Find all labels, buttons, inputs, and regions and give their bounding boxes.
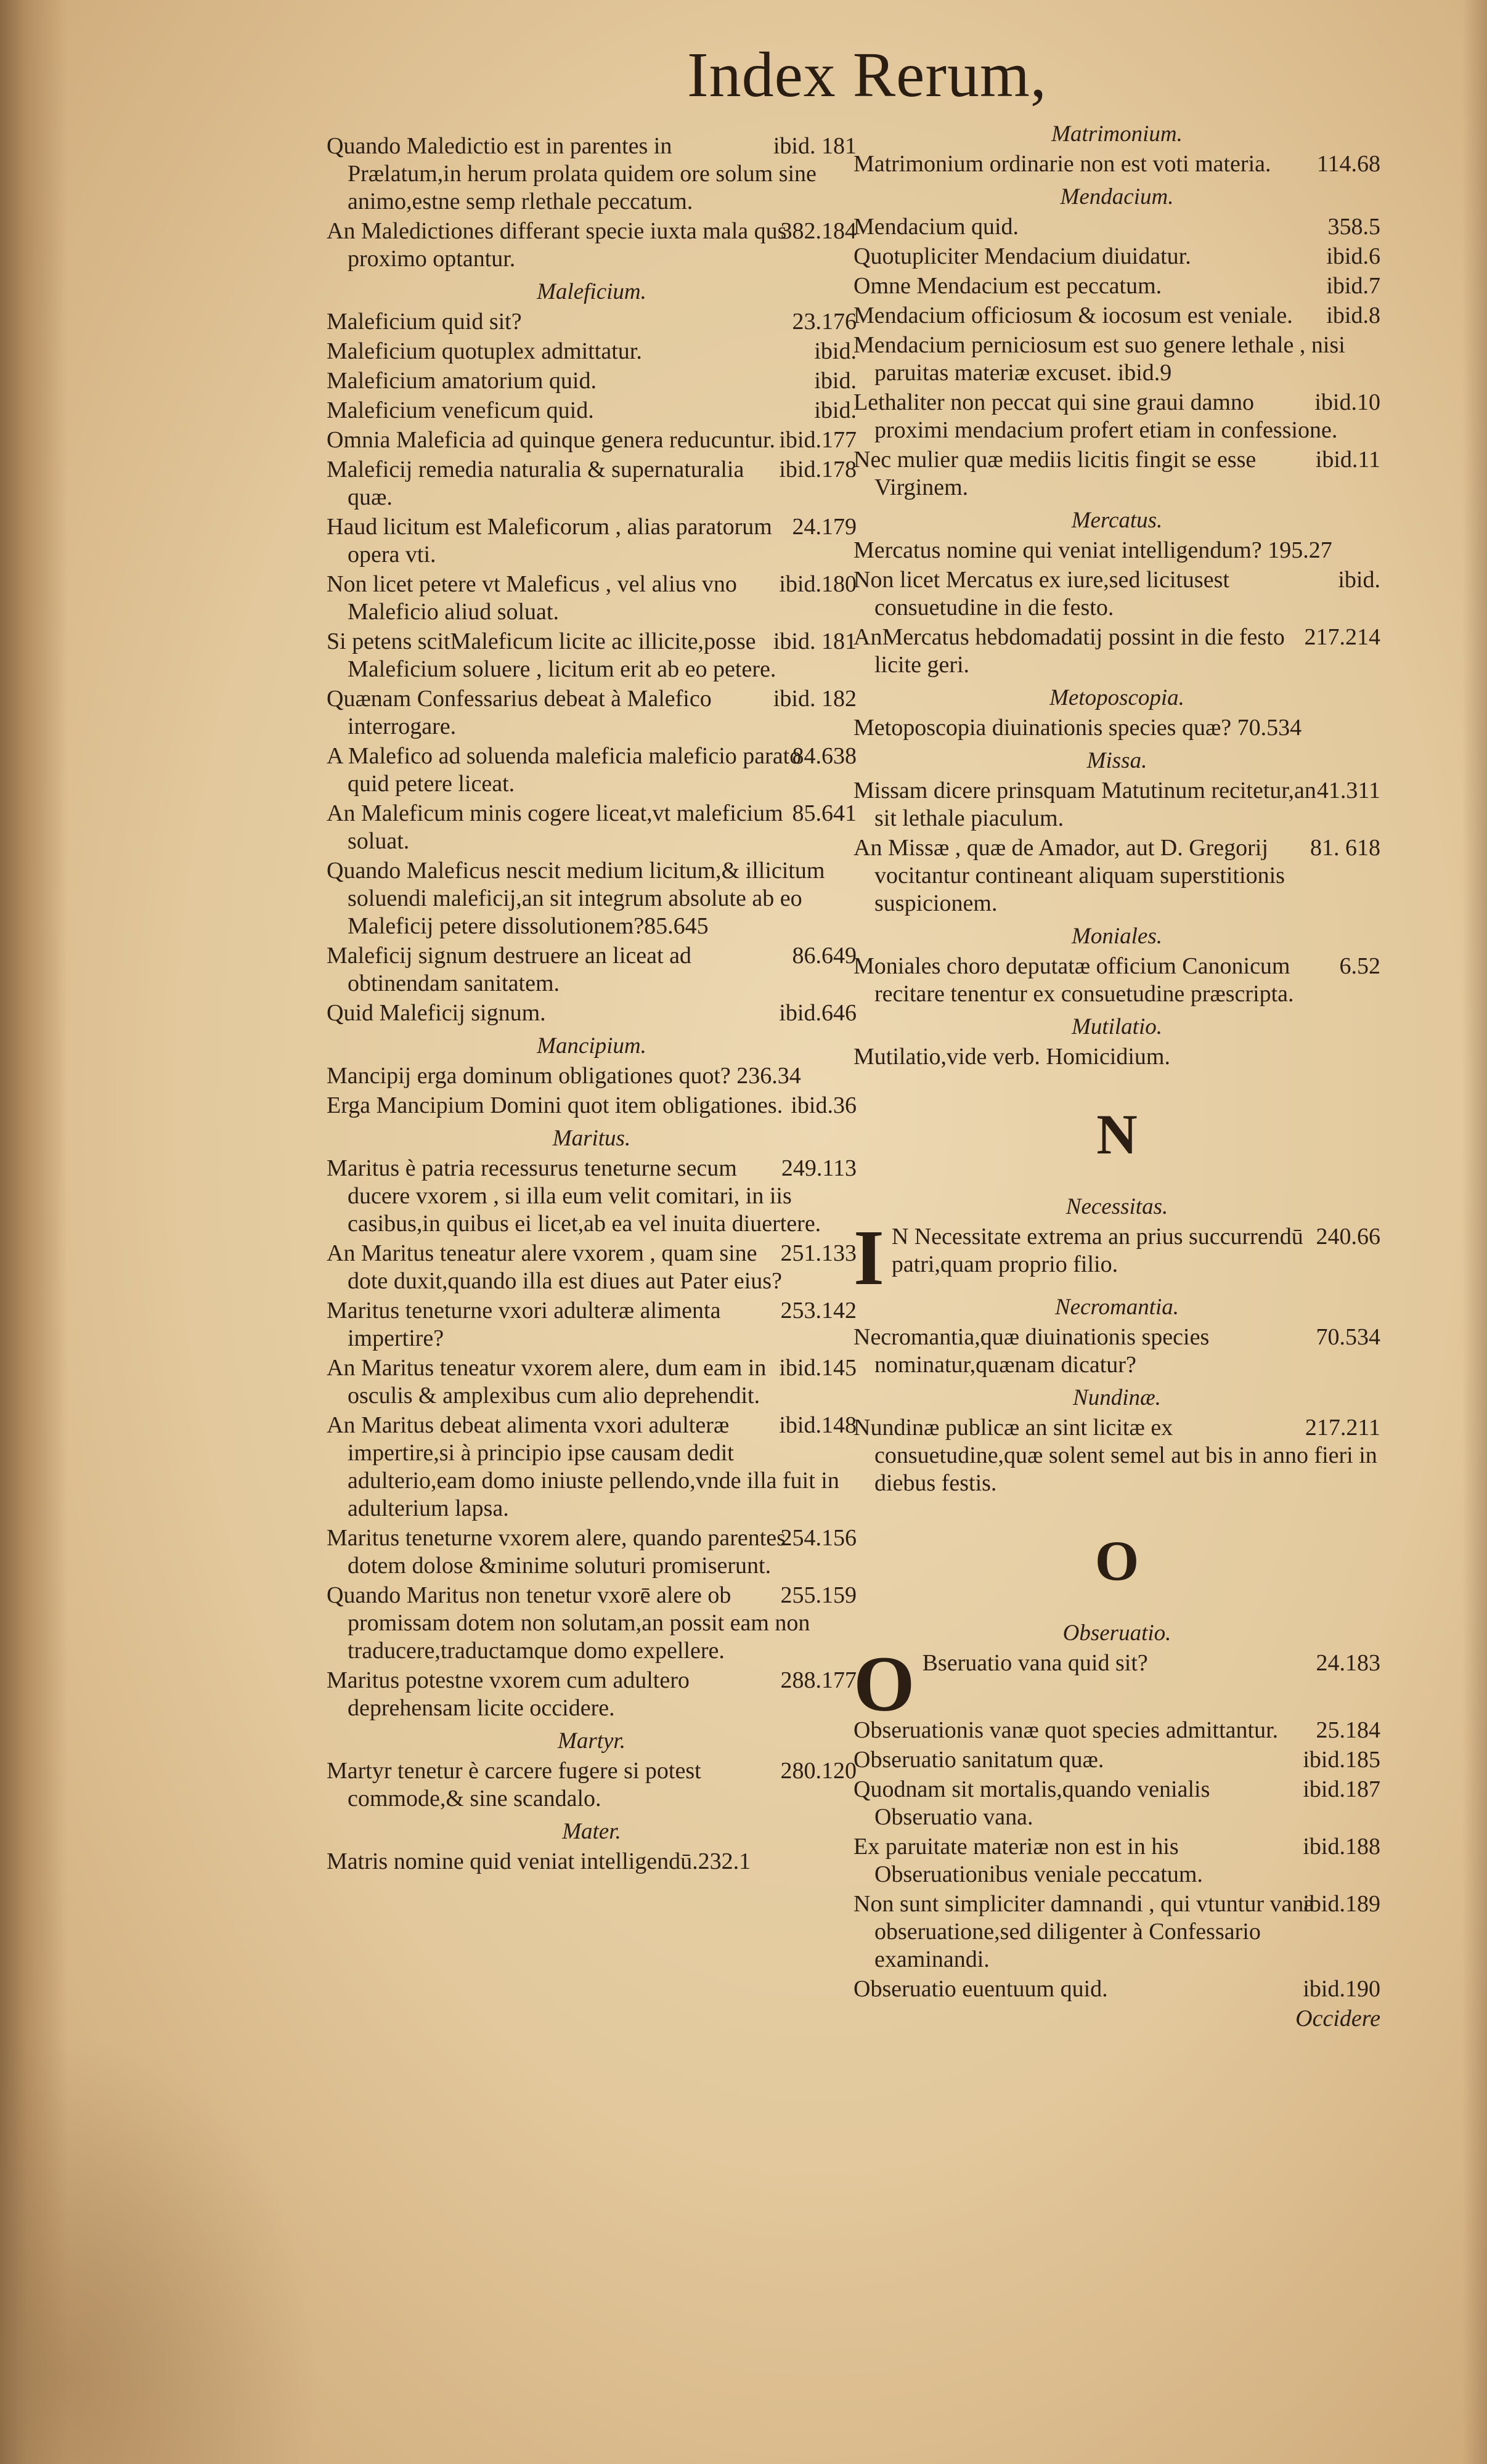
page-reference: 6.52 bbox=[1339, 953, 1380, 979]
entry-text: Non licet Mercatus ex iure,sed licitusest consuetudine in die festo. bbox=[853, 567, 1229, 620]
page-reference: 382.184 bbox=[780, 218, 857, 244]
index-entry bbox=[327, 367, 857, 395]
entry-text: Quando Maritus non tenetur vxorē alere ob promissam dotem non solutam,an possit eam non traducere,traductamque domo expellere. bbox=[327, 1582, 810, 1664]
index-entry bbox=[327, 742, 857, 798]
section-heading: Necessitas. bbox=[1065, 1194, 1168, 1219]
entry-text: Mendacium quid. bbox=[853, 214, 1019, 240]
page-reference: ibid.36 bbox=[791, 1092, 857, 1118]
index-entry bbox=[327, 1412, 857, 1523]
page-reference: ibid.646 bbox=[779, 1000, 857, 1026]
entry-text: Haud licitum est Maleficorum , alias paratorum opera vti. bbox=[327, 514, 772, 567]
page-reference: 85.641 bbox=[792, 800, 857, 826]
page-reference: ibid.145 bbox=[779, 1355, 857, 1381]
entry-text: An Maritus debeat alimenta vxori adulteræ impertire,si à principio ipse causam dedit adulterio,eam domo iniuste pellendo,vnde illa fuit in adulterium lapsa. bbox=[327, 1412, 839, 1521]
section-heading: Nundinæ. bbox=[1073, 1385, 1161, 1410]
page-reference: ibid.148 bbox=[779, 1412, 857, 1438]
index-entry bbox=[853, 389, 1380, 444]
entry-text: Ex paruitate materiæ non est in his Obseruationibus veniale peccatum. bbox=[853, 1834, 1203, 1887]
entry-text: Mutilatio,vide verb. Homicidium. bbox=[853, 1044, 1170, 1070]
index-entry bbox=[853, 1043, 1380, 1071]
index-entry bbox=[327, 132, 857, 216]
index-entry bbox=[853, 213, 1380, 241]
entry-text: Erga Mancipium Domini quot item obligationes. bbox=[327, 1092, 783, 1118]
entry-text: Maleficium veneficum quid. bbox=[327, 397, 594, 423]
index-entry bbox=[853, 243, 1380, 270]
entry-text: Maleficium quotuplex admittatur. bbox=[327, 338, 642, 364]
section-heading: Necromantia. bbox=[1054, 1295, 1179, 1320]
index-entry bbox=[853, 834, 1380, 917]
section-heading: Moniales. bbox=[1072, 924, 1162, 949]
section-heading: Maritus. bbox=[552, 1126, 631, 1151]
index-entry bbox=[327, 1297, 857, 1352]
index-entry bbox=[327, 685, 857, 741]
index-entry bbox=[853, 272, 1380, 300]
index-entry bbox=[853, 331, 1380, 387]
index-entry bbox=[327, 218, 857, 273]
entry-text: Matris nomine quid veniat intelligendū.232.1 bbox=[327, 1848, 751, 1874]
page-reference: 251.133 bbox=[780, 1240, 857, 1266]
index-entry bbox=[853, 1323, 1380, 1379]
page-reference: ibid.178 bbox=[779, 457, 857, 482]
index-entry bbox=[327, 999, 857, 1027]
page-reference: 81. 618 bbox=[1310, 835, 1380, 861]
index-entry bbox=[327, 1757, 857, 1813]
entry-text: Matrimonium ordinarie non est voti materia. bbox=[853, 151, 1271, 177]
page-reference: 70.534 bbox=[1316, 1324, 1380, 1350]
section-heading: Metoposcopia. bbox=[1049, 685, 1184, 710]
page-reference: 288.177 bbox=[780, 1667, 857, 1693]
index-entry bbox=[327, 1582, 857, 1665]
page-reference: 255.159 bbox=[780, 1582, 857, 1608]
entry-text: Obseruatio sanitatum quæ. bbox=[853, 1747, 1104, 1773]
page-reference: ibid. 182 bbox=[773, 686, 857, 712]
page-title: Index Rerum, bbox=[687, 39, 1047, 110]
page-reference: 86.649 bbox=[792, 943, 857, 969]
index-entry bbox=[853, 537, 1380, 564]
index-entry bbox=[853, 1975, 1380, 2003]
section-heading: Missa. bbox=[1086, 748, 1147, 773]
index-entry bbox=[853, 1746, 1380, 1774]
entry-text: An Missæ , quæ de Amador, aut D. Gregorij vocitantur contineant aliquam superstitionis suspicionem. bbox=[853, 835, 1285, 916]
index-entry bbox=[853, 714, 1380, 742]
page-reference: 24.179 bbox=[792, 514, 857, 540]
page-reference: ibid. bbox=[814, 368, 857, 394]
index-entry bbox=[853, 1833, 1380, 1889]
section-heading: Mater. bbox=[562, 1819, 621, 1844]
entry-text: N Necessitate extrema an prius succurrendū patri,quam proprio filio. bbox=[891, 1224, 1303, 1277]
catchword: Occidere bbox=[1295, 2006, 1380, 2031]
index-entry bbox=[853, 1414, 1380, 1497]
entry-text: Mendacium perniciosum est suo genere lethale , nisi paruitas materiæ excuset. ibid.9 bbox=[853, 332, 1345, 386]
index-entry bbox=[327, 513, 857, 569]
index-entry bbox=[853, 1890, 1380, 1974]
index-entry bbox=[853, 777, 1380, 832]
index-entry bbox=[853, 1717, 1380, 1744]
page-reference: ibid.189 bbox=[1303, 1891, 1380, 1917]
page-reference: 280.120 bbox=[780, 1758, 857, 1784]
index-entry bbox=[853, 1214, 1380, 1301]
index-entry bbox=[327, 1240, 857, 1295]
index-entry bbox=[327, 857, 857, 940]
page-reference: ibid. bbox=[814, 338, 857, 364]
index-entry bbox=[327, 1667, 857, 1722]
page-reference: ibid.177 bbox=[779, 427, 857, 453]
index-column-right bbox=[853, 117, 1380, 2033]
index-entry bbox=[853, 566, 1380, 622]
index-entry bbox=[327, 628, 857, 683]
index-entry bbox=[853, 150, 1380, 178]
entry-text: Maritus teneturne vxorem alere, quando parentes dotem dolose &minime soluturi promiserunt. bbox=[327, 1525, 786, 1579]
entry-text: Obseruationis vanæ quot species admittantur. bbox=[853, 1717, 1279, 1743]
page-reference: ibid.11 bbox=[1315, 447, 1380, 473]
page-reference: ibid. bbox=[1338, 567, 1380, 593]
index-entry bbox=[327, 426, 857, 454]
page-reference: ibid. bbox=[814, 397, 857, 423]
entry-text: Lethaliter non peccat qui sine graui damno proximi mendacium profert etiam in confessione. bbox=[853, 389, 1338, 443]
page-reference: 114.68 bbox=[1316, 151, 1380, 177]
page-reference: ibid.180 bbox=[779, 571, 857, 597]
page-reference: ibid.6 bbox=[1326, 243, 1380, 269]
section-heading: Mercatus. bbox=[1071, 508, 1163, 533]
entry-text: A Malefico ad soluenda maleficia maleficio parato quid petere liceat. bbox=[327, 743, 802, 797]
index-entry bbox=[327, 800, 857, 855]
entry-text: Quando Maledictio est in parentes in Prælatum,in herum prolata quidem ore solum sine animo,estne semp rlethale peccatum. bbox=[327, 133, 817, 214]
entry-text: Maritus potestne vxorem cum adultero deprehensam licite occidere. bbox=[327, 1667, 690, 1721]
entry-text: An Maledictiones differant specie iuxta mala qus proximo optantur. bbox=[327, 218, 787, 272]
section-heading: Mendacium. bbox=[1060, 184, 1174, 209]
page-reference: ibid.185 bbox=[1303, 1747, 1380, 1773]
index-entry bbox=[327, 1524, 857, 1580]
page-reference: ibid.190 bbox=[1303, 1976, 1380, 2002]
alphabet-section-letter: O bbox=[1094, 1529, 1139, 1592]
index-entry bbox=[327, 397, 857, 425]
entry-text: Maritus teneturne vxori adulteræ alimenta impertire? bbox=[327, 1298, 721, 1351]
index-entry bbox=[853, 302, 1380, 330]
entry-text: AnMercatus hebdomadatij possint in die festo licite geri. bbox=[853, 624, 1285, 678]
entry-text: Maleficij signum destruere an liceat ad obtinendam sanitatem. bbox=[327, 943, 691, 996]
index-entry bbox=[327, 308, 857, 336]
section-heading: Mancipium. bbox=[537, 1033, 646, 1059]
entry-text: Necromantia,quæ diuinationis species nominatur,quænam dicatur? bbox=[853, 1324, 1210, 1378]
entry-text: Si petens scitMaleficum licite ac illicite,posse Maleficium soluere , licitum erit ab eo petere. bbox=[327, 628, 776, 682]
index-entry bbox=[327, 456, 857, 511]
index-entry bbox=[327, 338, 857, 365]
section-heading: Maleficium. bbox=[537, 279, 646, 304]
entry-text: Quid Maleficij signum. bbox=[327, 1000, 546, 1026]
index-entry bbox=[327, 1354, 857, 1410]
entry-text: An Maleficum minis cogere liceat,vt maleficium soluat. bbox=[327, 800, 783, 854]
page-edge bbox=[1462, 0, 1487, 2464]
index-entry bbox=[853, 624, 1380, 679]
page-reference: 217.214 bbox=[1304, 624, 1380, 650]
page-reference: 25.184 bbox=[1316, 1717, 1380, 1743]
paper-stain bbox=[0, 2033, 320, 2464]
section-heading: Martyr. bbox=[558, 1728, 625, 1754]
entry-text: Maleficij remedia naturalia & supernaturalia quæ. bbox=[327, 457, 744, 510]
entry-text: Maleficium quid sit? bbox=[327, 309, 522, 335]
entry-text: Non sunt simpliciter damnandi , qui vtuntur vana obseruatione,sed diligenter à Confessario examinandi. bbox=[853, 1891, 1314, 1972]
index-entry bbox=[327, 1092, 857, 1120]
page-reference: ibid.7 bbox=[1326, 273, 1380, 299]
entry-text: Bseruatio vana quid sit? bbox=[922, 1650, 1148, 1676]
entry-text: Quænam Confessarius debeat à Malefico interrogare. bbox=[327, 686, 712, 739]
index-entry bbox=[327, 942, 857, 998]
page-reference: 253.142 bbox=[780, 1298, 857, 1323]
alphabet-section-letter: N bbox=[1096, 1103, 1138, 1166]
page-reference: ibid.10 bbox=[1314, 389, 1380, 415]
page-reference: 358.5 bbox=[1327, 214, 1380, 240]
index-entry bbox=[327, 1848, 857, 1876]
page-reference: 41.311 bbox=[1316, 778, 1380, 803]
page-reference: ibid.188 bbox=[1303, 1834, 1380, 1860]
drop-cap: I bbox=[853, 1214, 884, 1301]
section-heading: Mutilatio. bbox=[1072, 1014, 1162, 1039]
entry-text: Moniales choro deputatæ officium Canonicum recitare tenentur ex consuetudine præscripta. bbox=[853, 953, 1294, 1007]
index-entry bbox=[327, 1155, 857, 1238]
index-entry bbox=[853, 446, 1380, 502]
entry-text: Quodnam sit mortalis,quando venialis Obseruatio vana. bbox=[853, 1776, 1210, 1830]
entry-text: Quotupliciter Mendacium diuidatur. bbox=[853, 243, 1191, 269]
entry-text: Nundinæ publicæ an sint licitæ ex consuetudine,quæ solent semel aut bis in anno fieri in diebus festis. bbox=[853, 1415, 1377, 1496]
entry-text: Nec mulier quæ mediis licitis fingit se esse Virginem. bbox=[853, 447, 1257, 500]
page-reference: 254.156 bbox=[780, 1525, 857, 1551]
index-entry bbox=[853, 1776, 1380, 1831]
page-reference: 240.66 bbox=[1316, 1224, 1380, 1250]
entry-text: Missam dicere prinsquam Matutinum recitetur,an sit lethale piaculum. bbox=[853, 778, 1316, 831]
page-reference: ibid.187 bbox=[1303, 1776, 1380, 1802]
entry-text: Non licet petere vt Maleficus , vel alius vno Maleficio aliud soluat. bbox=[327, 571, 737, 625]
entry-text: Mancipij erga dominum obligationes quot? 236.34 bbox=[327, 1063, 801, 1089]
entry-text: Martyr tenetur è carcere fugere si potest commode,& sine scandalo. bbox=[327, 1758, 701, 1811]
section-heading: Matrimonium. bbox=[1051, 121, 1183, 147]
index-entry bbox=[327, 1062, 857, 1090]
page-reference: 24.183 bbox=[1316, 1650, 1380, 1676]
section-heading: Obseruatio. bbox=[1062, 1620, 1171, 1646]
page-reference: 217.211 bbox=[1305, 1415, 1380, 1441]
entry-text: Obseruatio euentuum quid. bbox=[853, 1976, 1108, 2002]
page-reference: ibid.8 bbox=[1326, 303, 1380, 328]
entry-text: Maritus è patria recessurus teneturne secum ducere vxorem , si illa eum velit comitari, in iis casibus,in quibus ei licet,ab ea vel inuita diuertere. bbox=[327, 1155, 821, 1237]
index-entry bbox=[327, 571, 857, 626]
page-reference: ibid. 181 bbox=[773, 133, 857, 159]
page-reference: 23.176 bbox=[792, 309, 857, 335]
entry-text: An Maritus teneatur alere vxorem , quam sine dote duxit,quando illa est diues aut Pater eius? bbox=[327, 1240, 782, 1294]
drop-cap: O bbox=[853, 1640, 915, 1728]
page-reference: 249.113 bbox=[781, 1155, 857, 1181]
entry-text: Omnia Maleficia ad quinque genera reducuntur. bbox=[327, 427, 776, 453]
index-column-left bbox=[327, 132, 857, 1877]
entry-text: Maleficium amatorium quid. bbox=[327, 368, 597, 394]
entry-text: An Maritus teneatur vxorem alere, dum eam in osculis & amplexibus cum alio deprehendit. bbox=[327, 1355, 767, 1409]
entry-text: Quando Maleficus nescit medium licitum,& illicitum soluendi maleficij,an sit integrum absolute ab eo Maleficij petere dissolutionem?85.645 bbox=[327, 858, 825, 939]
entry-text: Mercatus nomine qui veniat intelligendum? 195.27 bbox=[853, 537, 1332, 563]
entry-text: Omne Mendacium est peccatum. bbox=[853, 273, 1162, 299]
page-reference: ibid. 181 bbox=[773, 628, 857, 654]
index-entry bbox=[853, 1640, 1380, 1728]
index-entry bbox=[853, 953, 1380, 1008]
entry-text: Metoposcopia diuinationis species quæ? 70.534 bbox=[853, 715, 1302, 741]
entry-text: Mendacium officiosum & iocosum est veniale. bbox=[853, 303, 1293, 328]
page-reference: 84.638 bbox=[792, 743, 857, 769]
